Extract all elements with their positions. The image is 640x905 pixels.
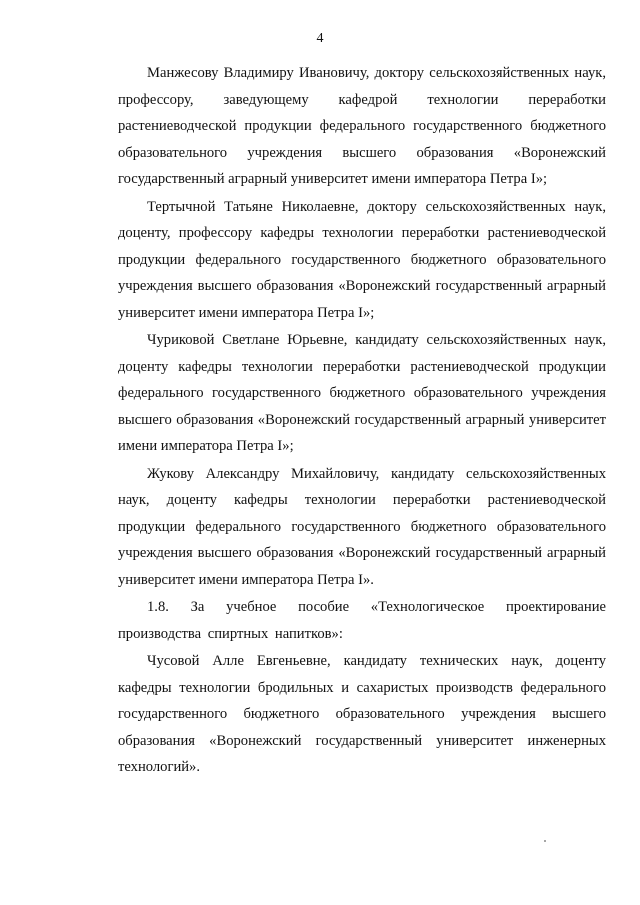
paragraph-tertychnaya: Тертычной Татьяне Николаевне, доктору сельскохозяйственных наук, доценту, профессору кафедры технологии переработки растениеводческой продукции федерального государственного бюджетного образовательного учреждения высшего образования «Воронежский государственный аграрный университет имени императора Петра I»; bbox=[118, 198, 606, 321]
paragraph-zhukov: Жукову Александру Михайловичу, кандидату сельскохозяйственных наук, доценту кафедры технологии переработки растениеводческой продукции федерального государственного бюджетного образовательного учреждения высшего образования «Воронежский государственный аграрный университет имени императора Петра I». bbox=[118, 465, 606, 588]
paragraph-churikova: Чуриковой Светлане Юрьевне, кандидату сельскохозяйственных наук, доценту кафедры технологии переработки растениеводческой продукции федерального государственного бюджетного образовательного учреждения высшего образования «Воронежский государственный аграрный университет имени императора Петра I»; bbox=[118, 332, 606, 454]
document-body bbox=[118, 60, 606, 782]
scan-speck bbox=[544, 840, 546, 842]
page-number: 4 bbox=[316, 31, 324, 46]
paragraph-chusova: Чусовой Алле Евгеньевне, кандидату технических наук, доценту кафедры технологии бродильных и сахаристых производств федерального государственного бюджетного образовательного учреждения высшего образования «Воронежский государственный университет инженерных технологий». bbox=[118, 653, 606, 775]
paragraph-manzhesov: Манжесову Владимиру Ивановичу, доктору сельскохозяйственных наук, профессору, заведующему кафедрой технологии переработки растениеводческой продукции федерального государственного бюджетного образовательного учреждения высшего образования «Воронежский государственный аграрный университет имени императора Петра I»; bbox=[118, 65, 606, 187]
section-heading-1-8: 1.8. За учебное пособие «Технологическое проектирование производства спиртных напитков»: bbox=[118, 599, 606, 642]
